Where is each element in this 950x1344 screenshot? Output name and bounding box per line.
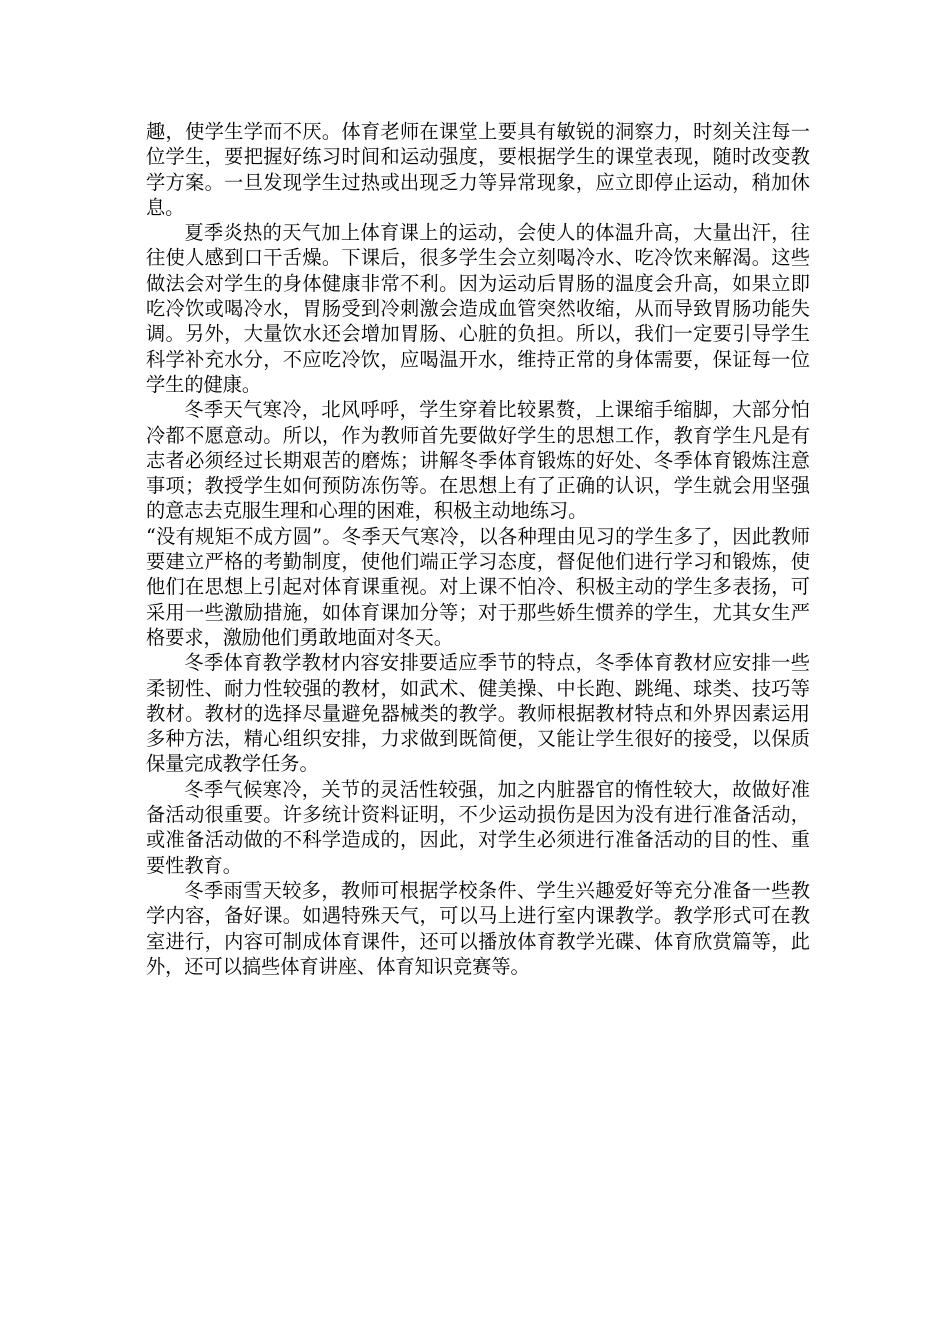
paragraph-summer-hydration: 夏季炎热的天气加上体育课上的运动，会使人的体温升高，大量出汗，往往使人感到口干舌燥。下课后，很多学生会立刻喝冷水、吃冷饮来解渴。这些做法会对学生的身体健康非常不利。因为运动后胃肠的温度会升高，如果立即吃冷饮或喝冷水，胃肠受到冷刺激会造成血管突然收缩，从而导致胃肠功能失调。另外，大量饮水还会增加胃肠、心脏的负担。所以，我们一定要引导学生科学补充水分，不应吃冷饮，应喝温开水，维持正常的身体需要，保证每一位学生的健康。 bbox=[146, 221, 810, 396]
paragraph-warm-up: 冬季气候寒冷，关节的灵活性较强，加之内脏器官的惰性较大，故做好准备活动很重要。许多统计资料证明，不少运动损伤是因为没有进行准备活动，或准备活动做的不科学造成的，因此，对学生必须进行准备活动的目的性、重要性教育。 bbox=[146, 777, 810, 877]
paragraph-winter-curriculum: 冬季体育教学教材内容安排要适应季节的特点，冬季体育教材应安排一些柔韧性、耐力性较强的教材，如武术、健美操、中长跑、跳绳、球类、技巧等教材。教材的选择尽量避免器械类的教学。教师根据教材特点和外界因素运用多种方法，精心组织安排，力求做到既简便，又能让学生很好的接受，以保质保量完成教学任务。 bbox=[146, 651, 810, 776]
paragraph-indoor-lessons: 冬季雨雪天较多，教师可根据学校条件、学生兴趣爱好等充分准备一些教学内容，备好课。如遇特殊天气，可以马上进行室内课教学。教学形式可在教室进行，内容可制成体育课件，还可以播放体育教学光碟、体育欣赏篇等，此外，还可以搞些体育讲座、体育知识竞赛等。 bbox=[146, 878, 810, 978]
paragraph-continuation: 趣，使学生学而不厌。体育老师在课堂上要具有敏锐的洞察力，时刻关注每一位学生，要把握好练习时间和运动强度，要根据学生的课堂表现，随时改变教学方案。一旦发现学生过热或出现乏力等异常现象，应立即停止运动，稍加休息。 bbox=[146, 120, 810, 219]
paragraph-winter-mindset: 冬季天气寒冷，北风呼呼，学生穿着比较累赘，上课缩手缩脚，大部分怕冷都不愿意动。所以，作为教师首先要做好学生的思想工作，教育学生凡是有志者必须经过长期艰苦的磨炼；讲解冬季体育锻炼的好处、冬季体育锻炼注意事项；教授学生如何预防冻伤等。在思想上有了正确的认识，学生就会用坚强的意志去克服生理和心理的困难，积极主动地练习。 bbox=[146, 398, 810, 523]
paragraph-attendance-rules: “没有规矩不成方圆”。冬季天气寒冷，以各种理由见习的学生多了，因此教师要建立严格的考勤制度，使他们端正学习态度，督促他们进行学习和锻炼，使他们在思想上引起对体育课重视。对上课不怕冷、积极主动的学生多表扬，可采用一些激励措施，如体育课加分等；对于那些娇生惯养的学生，尤其女生严格要求，激励他们勇敢地面对冬天。 bbox=[146, 524, 810, 649]
document-body bbox=[146, 119, 810, 979]
